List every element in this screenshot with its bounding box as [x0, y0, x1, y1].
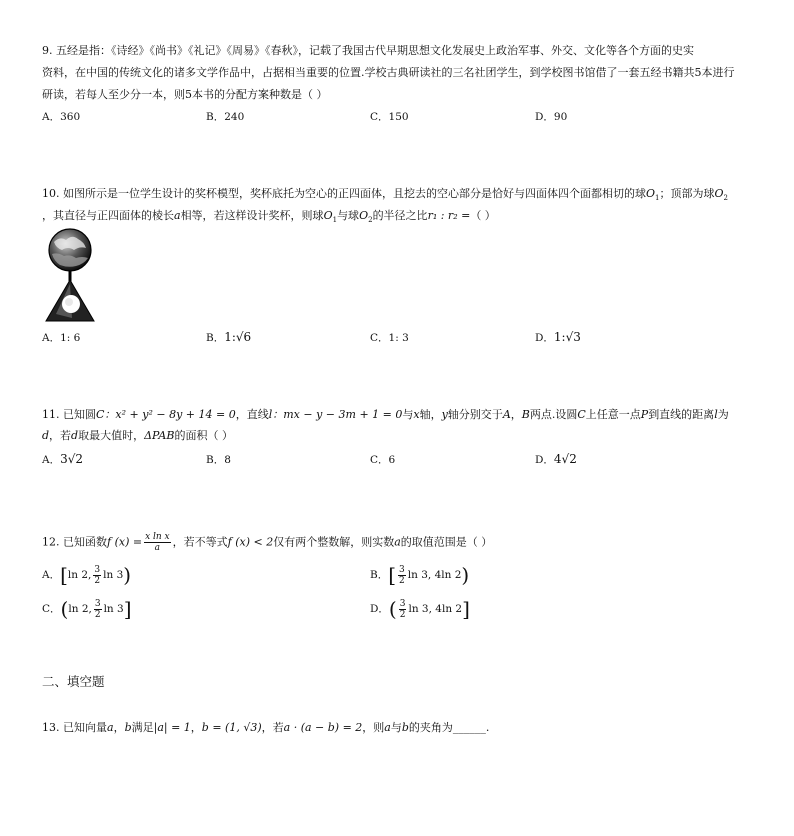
- top-sphere: [49, 229, 91, 271]
- q12-option-c: C．(ln 2, $\frac{3}{2}$ ln 3]: [42, 597, 132, 621]
- section-heading-fill-in: 二、填空题: [42, 674, 105, 689]
- q12-option-a: A．[ln 2, $\frac{3}{2}$ ln 3): [42, 563, 132, 587]
- q13-line: 13. 已知向量a，b满足|a| = 1，b = (1, √3)，若a · (a − b) = 2，则a与b的夹角为______.: [42, 721, 490, 734]
- q12-option-d: D．( $\frac{3}{2}$ ln 3, 4ln 2]: [370, 597, 470, 621]
- trophy-figure: [44, 228, 96, 323]
- q9-option-b: B．240: [206, 111, 245, 123]
- q12-line1: 12. 已知函数f (x) = $\frac{\text{x ln x}}{a}$ ，若不等式f (x) < 2仅有两个整数解，则实数a的取值范围是（ ）: [42, 532, 493, 553]
- q10-line1: 10. 如图所示是一位学生设计的奖杯模型，奖杯底托为空心的正四面体，且挖去的空心部分是恰好与四面体四个面都相切的球$O_1$；顶部为球$O_2$: [42, 187, 728, 203]
- q12-option-b: B．[ $\frac{3}{2}$ ln 3, 4ln 2): [370, 563, 470, 587]
- q9-option-a: A．360: [42, 111, 81, 123]
- q10-line2: ，其直径与正四面体的棱长a相等，若这样设计奖杯，则球$O_1$与球$O_2$的半径之比r₁ : r₂ =（ ）: [42, 209, 496, 225]
- q11-option-c: C．6: [370, 454, 396, 466]
- q11-line2: d，若d取最大值时，ΔPAB的面积（ ）: [42, 429, 233, 442]
- q11-line1: 11. 已知圆C：x² + y² − 8y + 14 = 0，直线l：mx − y − 3m + 1 = 0与x轴，y轴分别交于A，B两点.设圆C上任意一点P到直线的距离l为: [42, 408, 729, 421]
- tetrahedron-base: [46, 280, 94, 321]
- q9-line1: 9. 五经是指：《诗经》《尚书》《礼记》《周易》《春秋》，记载了我国古代早期思想文化发展史上政治军事、外交、文化等各个方面的史实: [42, 44, 694, 57]
- answer-blank[interactable]: ______: [452, 721, 486, 734]
- q10-option-d: D．1:√3: [535, 330, 581, 344]
- q9-option-c: C．150: [370, 111, 409, 123]
- q11-option-a: A．3√2: [42, 452, 84, 466]
- q10-option-a: A．1: 6: [42, 332, 81, 344]
- q10-option-c: C．1: 3: [370, 332, 409, 344]
- q12-fraction: $\frac{\text{x ln x}}{a}$: [145, 532, 170, 553]
- q9-line2: 资料，在中国的传统文化的诸多文学作品中，占据相当重要的位置.学校古典研读社的三名社团学生，到学校图书馆借了一套五经书籍共5本进行: [42, 66, 735, 79]
- q10-option-b: B．1:√6: [206, 330, 252, 344]
- q11-option-d: D．4√2: [535, 452, 577, 466]
- q9-option-d: D．90: [535, 111, 568, 123]
- q9-line3: 研读，若每人至少分一本，则5本书的分配方案种数是（ ）: [42, 88, 328, 101]
- q11-option-b: B．8: [206, 454, 231, 466]
